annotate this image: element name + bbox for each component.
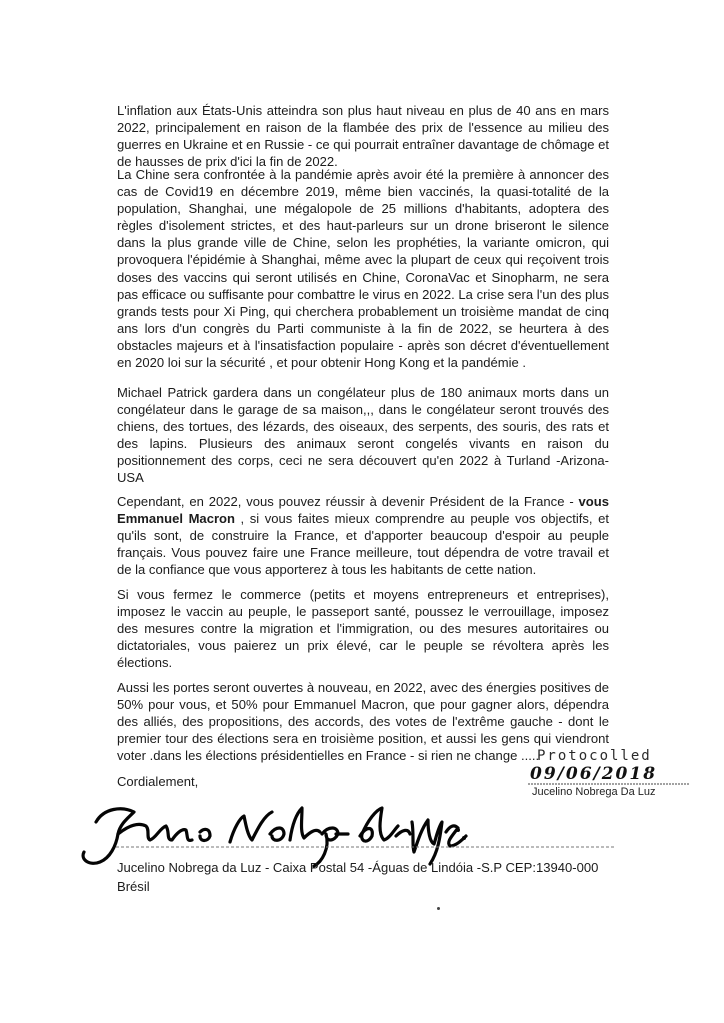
paragraph-elections: Aussi les portes seront ouvertes à nouveau, en 2022, avec des énergies positives de 50% pour vous, et 50% pour Emmanuel Macron, que pour gagner alors, dépendra des alliés, des propositions, des accords, des votes de l'extrême gauche - dont le premier tour des élections sera en troisième position, et aussi les gens qui viendront voter .dans les élections présidentielles en France - si rien ne change .....: [117, 680, 609, 764]
protocol-stamp: [500, 746, 700, 806]
paragraph-inflation: L'inflation aux États-Unis atteindra son plus haut niveau en plus de 40 ans en mars 2022, principalement en raison de la flambée des prix de l'essence au milieu des guerres en Ukraine et en Russie - ce qui pourrait entraîner davantage de chômage et de hausses de prix d'ici la fin de 2022.: [117, 103, 609, 170]
ink-speck: [437, 907, 440, 910]
paragraph-macron-text-end: , si vous faites mieux comprendre au peuple vos objectifs, et qu'ils sont, de construire la France, et d'apporter beaucoup d'espoir au peuple français. Vous pouvez faire une France meilleure, tout dépendra de votre travail et de la confiance que vous apporterez à tous les habitants de cette nation.: [117, 511, 609, 578]
closing-salutation: Cordialement,: [117, 774, 199, 789]
stamp-date: 09/06/2018: [530, 764, 658, 784]
address-line-2: Brésil: [117, 879, 150, 894]
paragraph-commerce: Si vous fermez le commerce (petits et moyens entrepreneurs et entreprises), imposez le vaccin au peuple, le passeport santé, poussez le verrouillage, imposez des mesures contre la migration et l'immigration, ou des mesures autoritaires ou dictatoriales, vous paierez un prix élevé, car le peuple se révoltera après les élections.: [117, 587, 609, 671]
stamp-protocol-label: Protocolled: [537, 748, 652, 764]
sender-address: [117, 858, 617, 896]
paragraph-michael-patrick: Michael Patrick gardera dans un congélateur plus de 180 animaux morts dans un congélateur dans le garage de sa maison,,, dans le congélateur seront trouvés des chiens, des tortues, des lézards, des oiseaux, des serpents, des souris, des rats et des lapins. Plusieurs des animaux seront congelés vivants en raison du positionnement des corps, ceci ne sera découvert qu'en 2022 à Turland -Arizona- USA: [117, 385, 609, 486]
stamp-name: Jucelino Nobrega Da Luz: [532, 786, 656, 798]
paragraph-china: La Chine sera confrontée à la pandémie après avoir été la première à annoncer des cas de Covid19 en décembre 2019, même bien vaccinés, la quasi-totalité de la population, Shanghai, une mégalopole de 25 millions d'habitants, adoptera des règles d'isolement strictes, et des haut-parleurs sur un drone briseront le silence dans la plus grande ville de Chine, selon les prophéties, la variante omicron, qui provoquera l'épidémie à Shanghai, même avec la plupart de ceux qui reçoivent trois doses des vaccins qui seront utilisés en Chine, CoronaVac et Sinopharm, ne sera pas efficace ou suffisante pour combattre le virus en 2022. La crise sera l'un des plus grands tests pour Xi Ping, qui cherchera probablement un troisième mandat de cinq ans lors d'un congrès du Parti communiste à la fin de 2022, se heurtera à des obstacles majeurs et à l'insatisfaction populaire - après son décret d'éventuellement en 2020 loi sur la sécurité , et pour obtenir Hong Kong et la pandémie .: [117, 167, 609, 371]
paragraph-macron-bold: vous Emmanuel Macron: [117, 494, 609, 527]
paragraph-macron-text-start: Cependant, en 2022, vous pouvez réussir à devenir Président de la France -: [117, 494, 579, 509]
address-line-1: Jucelino Nobrega da Luz - Caixa Postal 54 -Águas de Lindóia -S.P CEP:13940-000: [117, 860, 599, 875]
